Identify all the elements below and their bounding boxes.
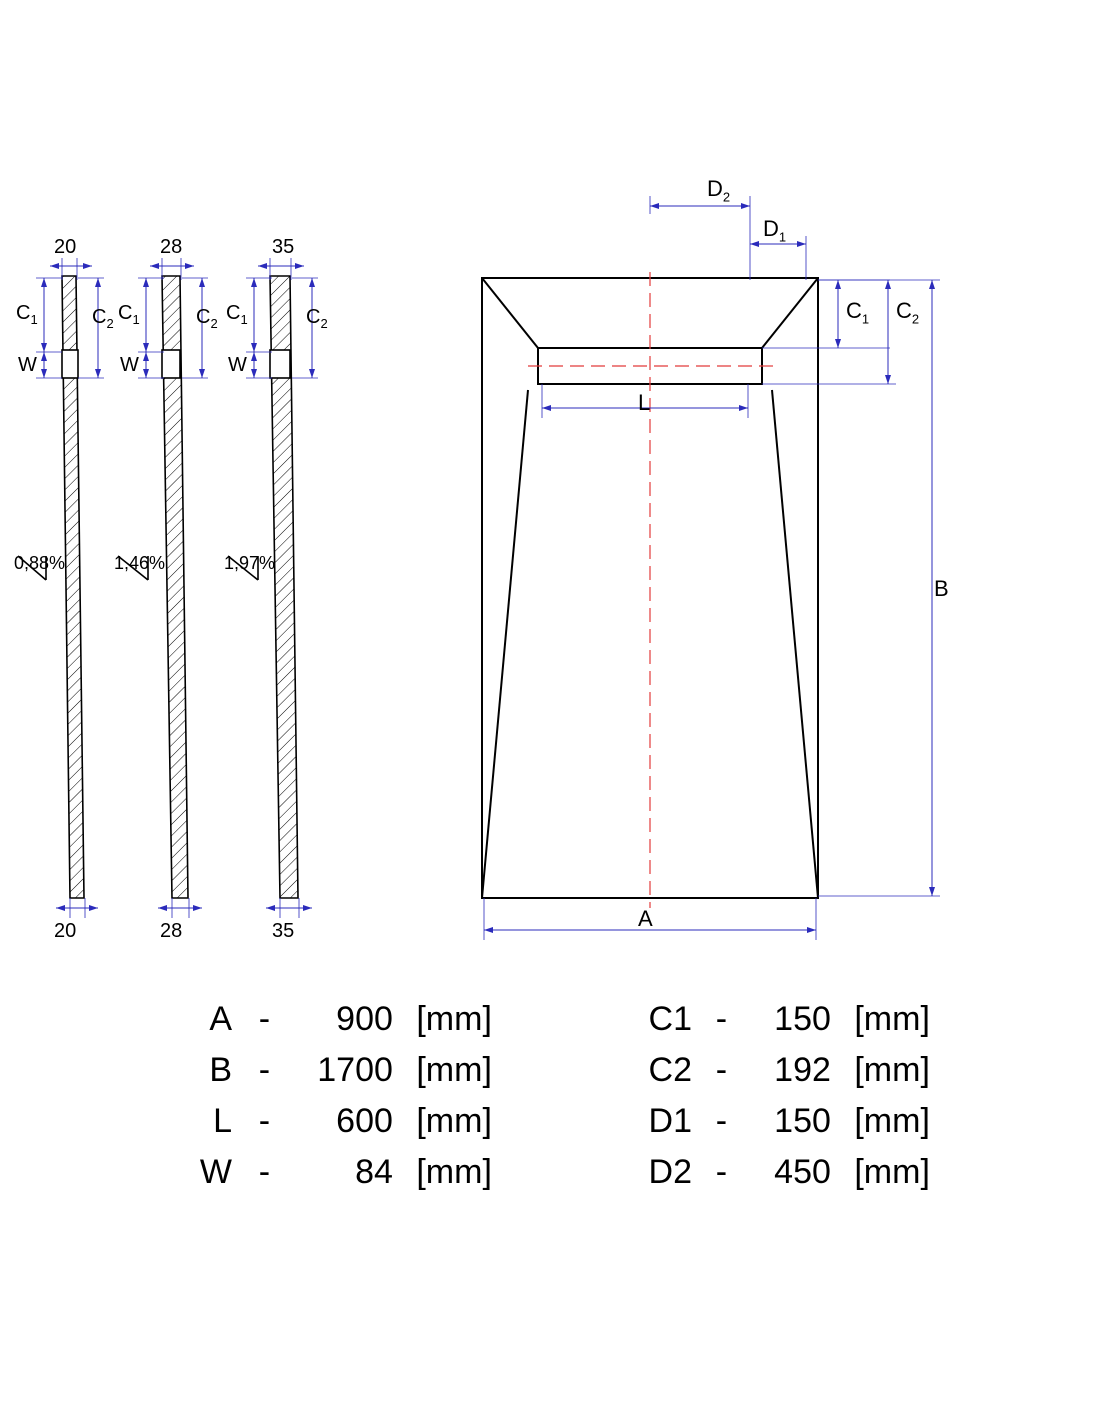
profile-20-c2-label: $C_2$ — [92, 306, 114, 331]
spec-row-b: B - 1700 [mm] — [209, 1051, 492, 1089]
plan-view — [482, 196, 940, 940]
profile-35-c1-label: $C_1$ — [226, 302, 248, 327]
plan-b-label: B — [934, 576, 949, 601]
profile-28-top-thickness: 28 — [160, 236, 183, 258]
plan-d1-label: $D_1$ — [763, 216, 787, 245]
profile-35-slope: 1,97% — [224, 553, 276, 573]
profile-20-w-label: W — [18, 354, 37, 376]
plan-c2-label: $C_2$ — [896, 298, 920, 327]
profile-20-c1-label: $C_1$ — [16, 302, 38, 327]
spec-row-d1: D1 - 150 [mm] — [648, 1102, 930, 1140]
profile-28-c2-label: $C_2$ — [196, 306, 218, 331]
profile-28-w-label: W — [120, 354, 139, 376]
profile-28-c1-label: $C_1$ — [118, 302, 140, 327]
profile-20-bottom-thickness: 20 — [54, 920, 77, 942]
profile-20-top-thickness: 20 — [54, 236, 77, 258]
plan-c1-label: $C_1$ — [846, 298, 870, 327]
plan-a-label: A — [638, 906, 653, 931]
profile-20-slope: 0,88% — [14, 553, 66, 573]
profile-28-bottom-thickness: 28 — [160, 920, 183, 942]
profile-35-w-label: W — [228, 354, 247, 376]
profile-35-bottom-thickness: 35 — [272, 920, 295, 942]
spec-row-a: A - 900 [mm] — [209, 1000, 492, 1038]
spec-row-d2: D2 - 450 [mm] — [648, 1153, 930, 1191]
spec-row-w: W - 84 [mm] — [199, 1153, 492, 1191]
profile-35-c2-label: $C_2$ — [306, 306, 328, 331]
plan-d2-label: $D_2$ — [707, 176, 731, 205]
spec-row-l: L - 600 [mm] — [213, 1102, 492, 1140]
profile-35-top-thickness: 35 — [272, 236, 295, 258]
profile-28-slope: 1,46% — [114, 553, 166, 573]
plan-l-label: L — [638, 390, 651, 415]
spec-row-c2: C2 - 192 [mm] — [648, 1051, 930, 1089]
spec-row-c1: C1 - 150 [mm] — [648, 1000, 930, 1038]
